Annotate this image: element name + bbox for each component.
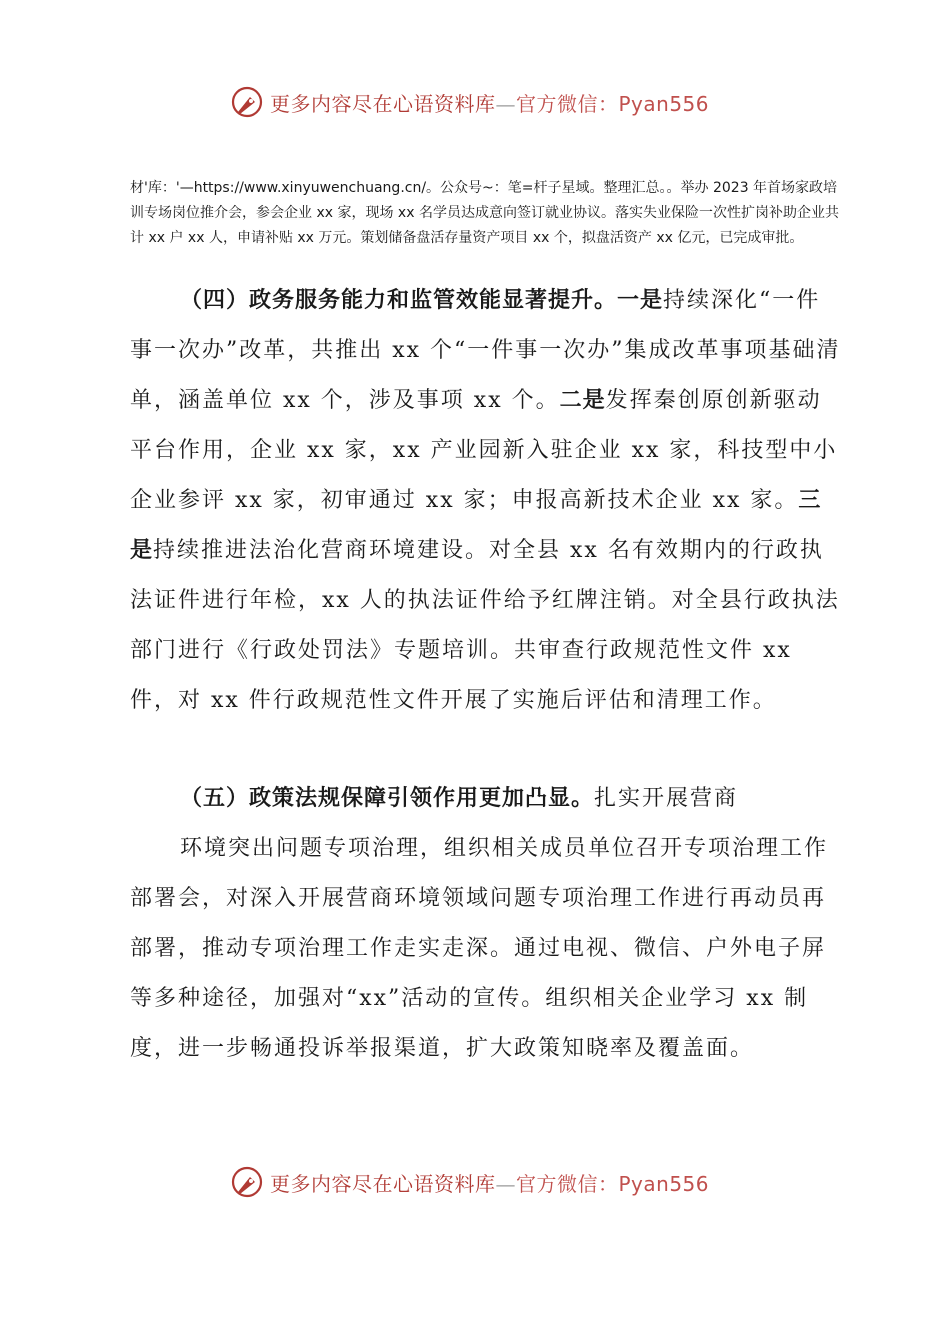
section-5-text-a: 扎实开展营商 [594,786,739,811]
banner-wechat-label: 官方微信： [516,1171,619,1196]
banner-wechat-label: 官方微信： [516,91,619,116]
banner-dash: — [495,91,516,116]
section-5-heading: （五）政策法规保障引领作用更加凸显。 [180,786,595,811]
section-4-heading: （四）政务服务能力和监管效能显著提升。 [180,288,618,313]
section-5-first-line [130,774,842,824]
section-4-paragraph [130,276,842,726]
section-4-lead-2: 二是 [559,388,606,413]
intro-paragraph: 材'库：'—https://www.xinyuwenchuang.cn/。公众号~：笔=杆子星域。整理汇总。。举办 2023 年首场家政培训专场岗位推介会，参会企业 xx 家，现场 xx 名学员达成意向签订就业协议。落实失业保险一次性扩岗补助企业共计 xx 户 xx 人，申请补贴 xx 万元。策划储备盘活存量资产项目 xx 个，拟盘活资产 xx 亿元，已完成审批。 [130,180,839,246]
section-4-text-2: 发挥秦创原创新驱动平台作用，企业 xx 家，xx 产业园新入驻企业 xx 家，科技型中小企业参评 xx 家，初审通过 xx 家；申报高新技术企业 xx 家。 [130,388,838,513]
section-4-text-3: 持续推进法治化营商环境建设。对全县 xx 名有效期内的行政执法证件进行年检，xx 人的执法证件给予红牌注销。对全县行政执法部门进行《行政处罚法》专题培训。共审查行政规范性文件 xx 件，对 xx 件行政规范性文件开展了实施后评估和清理工作。 [130,538,840,713]
section-4 [130,276,842,726]
banner-dash: — [495,1171,516,1196]
banner-main-text: 更多内容尽在心语资料库 [270,1171,496,1196]
banner-main-text: 更多内容尽在心语资料库 [270,91,496,116]
banner-text [270,1168,709,1197]
banner-text [270,88,709,117]
header-watermark-banner [230,84,709,120]
section-4-lead-1: 一是 [617,288,664,313]
pen-nib-logo-icon [230,85,264,119]
section-4-text-1: 持续深化“一件事一次办”改革，共推出 xx 个“一件事一次办”集成改革事项基础清单，涵盖单位 xx 个，涉及事项 xx 个。 [130,288,841,413]
banner-wechat-id: Pyan556 [618,1171,710,1196]
section-5-text-b: 环境突出问题专项治理，组织相关成员单位召开专项治理工作部署会，对深入开展营商环境领域问题专项治理工作进行再动员再部署，推动专项治理工作走实走深。通过电视、微信、户外电子屏等多种途径，加强对“xx”活动的宣传。组织相关企业学习 xx 制度，进一步畅通投诉举报渠道，扩大政策知晓率及覆盖面。 [130,836,829,1061]
section-5-body [130,824,842,1074]
banner-wechat-id: Pyan556 [618,91,710,116]
pen-nib-logo-icon [230,1165,264,1199]
section-5-heading-line [130,774,842,824]
section-4-lead-3: 三是 [130,488,822,563]
footer-watermark-banner [230,1164,709,1200]
